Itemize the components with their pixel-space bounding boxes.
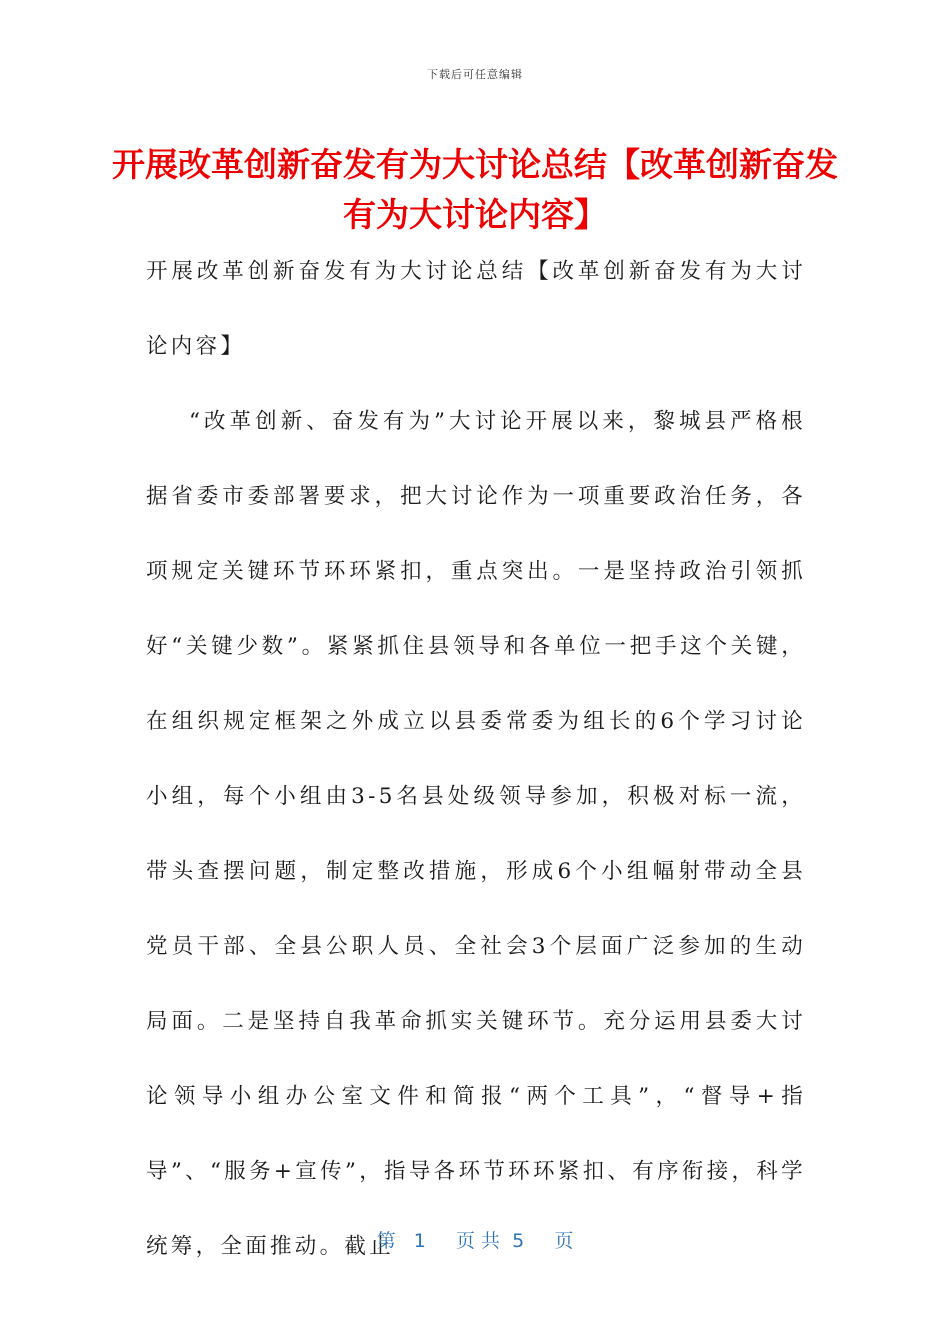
body-paragraph: “改革创新、奋发有为”大讨论开展以来，黎城县严格根据省委市委部署要求，把大讨论作为一项重要政治任务，各项规定关键环节环环紧扣，重点突出。一是坚持政治引领抓好“关键少数”。紧紧抓住县领导和各单位一把手这个关键，在组织规定框架之外成立以县委常委为组长的6个学习讨论小组，每个小组由3-5名县处级领导参加，积极对标一流，带头查摆问题，制定整改措施，形成6个小组幅射带动全县党员干部、全县公职人员、全社会3个层面广泛参加的生动局面。二是坚持自我革命抓实关键环节。充分运用县委大讨论领导小组办公室文件和简报“两个工具”，“督导+指导”、“服务+宣传”，指导各环节环环紧扣、有序衔接，科学统筹，全面推动。截止	[146, 409, 806, 1259]
document-body	[146, 234, 806, 1284]
document-title: 开展改革创新奋发有为大讨论总结【改革创新奋发有为大讨论内容】	[112, 145, 838, 234]
page-header-note: 下载后可任意编辑	[427, 68, 523, 81]
page-number-footer: 第 1 页 共 5 页	[376, 1230, 574, 1252]
subtitle-line: 开展改革创新奋发有为大讨论总结【改革创新奋发有为大讨论内容】	[146, 259, 806, 359]
